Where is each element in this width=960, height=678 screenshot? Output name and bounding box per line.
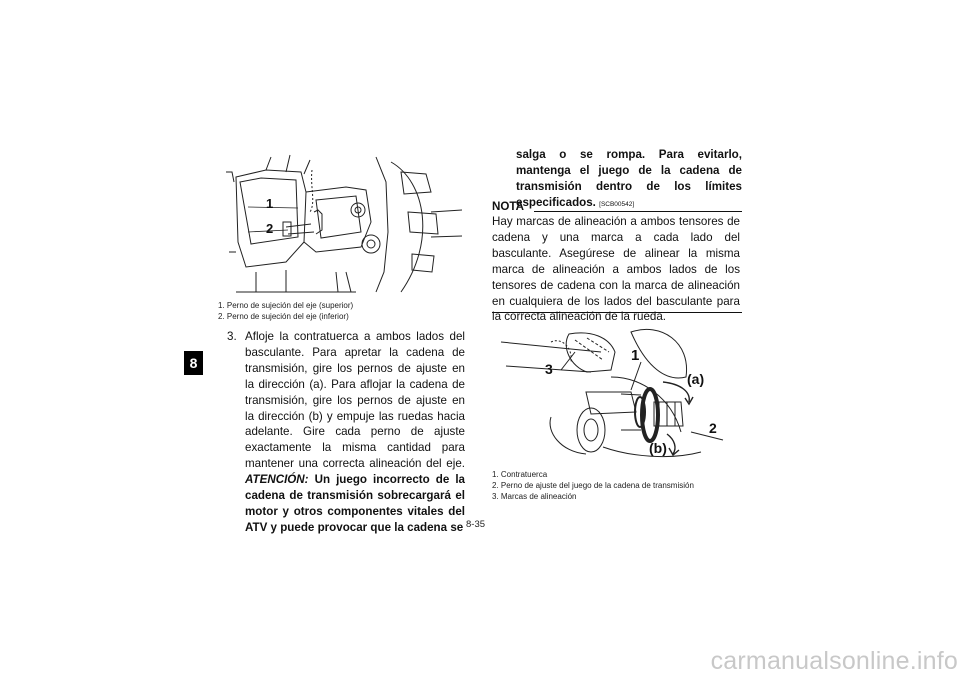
page-number: 8-35 [466,519,486,530]
nota-end-rule [492,312,742,313]
step-number: 3. [227,330,237,343]
callout-direction-a: (a) [687,371,705,387]
attention-label: ATENCIÓN: [245,473,309,487]
nota-header [492,200,742,214]
nota-label: NOTA [492,200,524,213]
warning-text: salga o se rompa. Para evitarlo, mantenga el juego de la cadena de transmisión dentro de los límites especificados. [516,148,742,209]
step-3 [227,329,465,536]
callout-direction-b: (b) [649,440,667,456]
callout-adjusting-bolt: 2 [709,420,717,436]
caption-item: 3. Marcas de alineación [492,492,577,501]
nota-text: Hay marcas de alineación a ambos tensores de cadena y una marca a cada lado del basculante. Asegúrese de alinear la misma marca de alineación a ambos lados de los tensores de cadena con la marca de alineación en cualquiera de los lados del basculante para la correcta alineación de la rueda. [492,215,740,324]
nota-rule [534,211,742,212]
chain-adjuster-illustration [491,322,731,464]
callout-1: 1 [266,196,274,211]
caption-item: 1. Perno de sujeción del eje (superior) [218,301,354,310]
step-text: Afloje la contratuerca a ambos lados del basculante. Para apretar la cadena de transmisión, gire los pernos de ajuste en la dirección (a). Para aflojar la cadena de transmisión, gire los pernos de ajuste en la dirección (b) y empuje las ruedas hacia adelante. Gire cada perno de ajuste exactamente la misma cantidad para mantener una correcta alineación del eje. [245,330,465,471]
figure-right-caption [492,469,742,502]
chapter-tab: 8 [184,351,203,375]
callout-alignment-marks: 3 [545,361,553,377]
attention-text: Un juego incorrecto de la cadena de transmisión sobrecargará el motor y otros componentes vitales del ATV y puede provocar que la cadena se [245,473,465,534]
caption-item: 2. Perno de ajuste del juego de la cadena de transmisión [492,481,694,490]
axle-bolts-illustration [226,152,462,298]
caption-item: 1. Contratuerca [492,470,548,479]
caption-item: 2. Perno de sujeción del eje (inferior) [218,312,349,321]
figure-left-caption [218,300,468,322]
watermark: carmanualsonline.info [710,647,958,675]
warning-code: [SCB00542] [599,200,635,208]
callout-2: 2 [266,221,274,236]
callout-locknut: 1 [631,347,640,364]
